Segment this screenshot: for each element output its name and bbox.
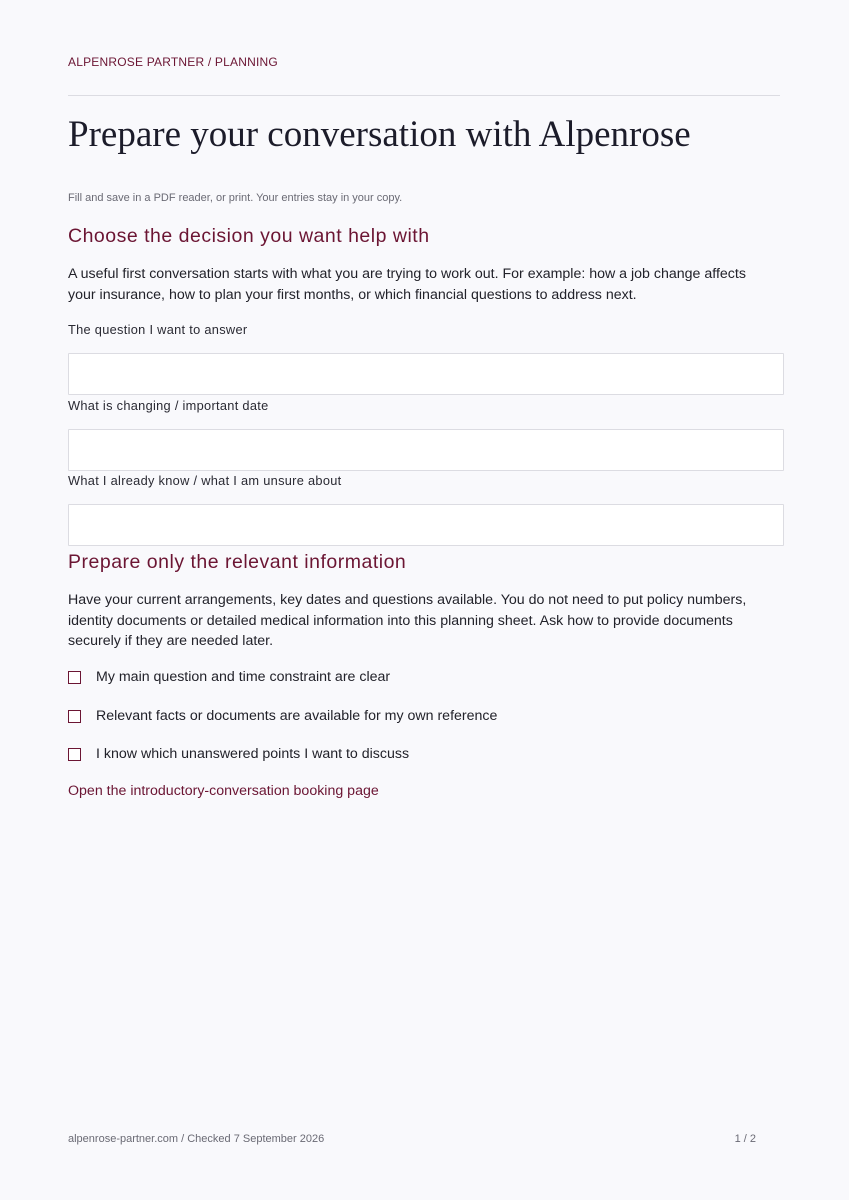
checkbox[interactable] [68,748,81,761]
section-intro-decision: A useful first conversation starts with what you are trying to work out. For example: how a job change affects your insurance, how to plan your first months, or which financial questions to address next. [68,266,746,303]
checkbox[interactable] [68,671,81,684]
section-heading-decision: Choose the decision you want help with [68,225,430,247]
field-label-question: The question I want to answer [68,322,248,337]
page-title: Prepare your conversation with Alpenrose [68,114,691,155]
instructions-hint: Fill and save in a PDF reader, or print. Your entries stay in your copy. [68,192,403,204]
checkbox[interactable] [68,710,81,723]
checklist-label: My main question and time constraint are clear [96,669,391,685]
footer-source: alpenrose-partner.com / Checked 7 September 2026 [68,1133,325,1145]
field-label-known: What I already know / what I am unsure about [68,473,342,488]
page-number: 1 / 2 [734,1133,756,1145]
checklist-item-question[interactable] [68,667,390,687]
breadcrumb: ALPENROSE PARTNER / PLANNING [68,55,278,69]
checklist-item-documents[interactable] [68,706,497,726]
changing-date-field[interactable] [68,429,784,471]
question-field[interactable] [68,353,784,395]
checklist-label: I know which unanswered points I want to discuss [96,746,410,762]
document-page [68,0,780,1200]
checklist-item-unanswered[interactable] [68,744,409,764]
checklist-label: Relevant facts or documents are available for my own reference [96,708,498,724]
header-divider [68,95,780,96]
section-intro-information: Have your current arrangements, key dates and questions available. You do not need to put policy numbers, identity documents or detailed medical information into this planning sheet. Ask how to provide documents securely if they are needed later. [68,592,747,649]
field-label-changing: What is changing / important date [68,398,269,413]
section-heading-information: Prepare only the relevant information [68,551,407,573]
known-unsure-field[interactable] [68,504,784,546]
booking-page-link[interactable]: Open the introductory-conversation booking page [68,783,379,799]
